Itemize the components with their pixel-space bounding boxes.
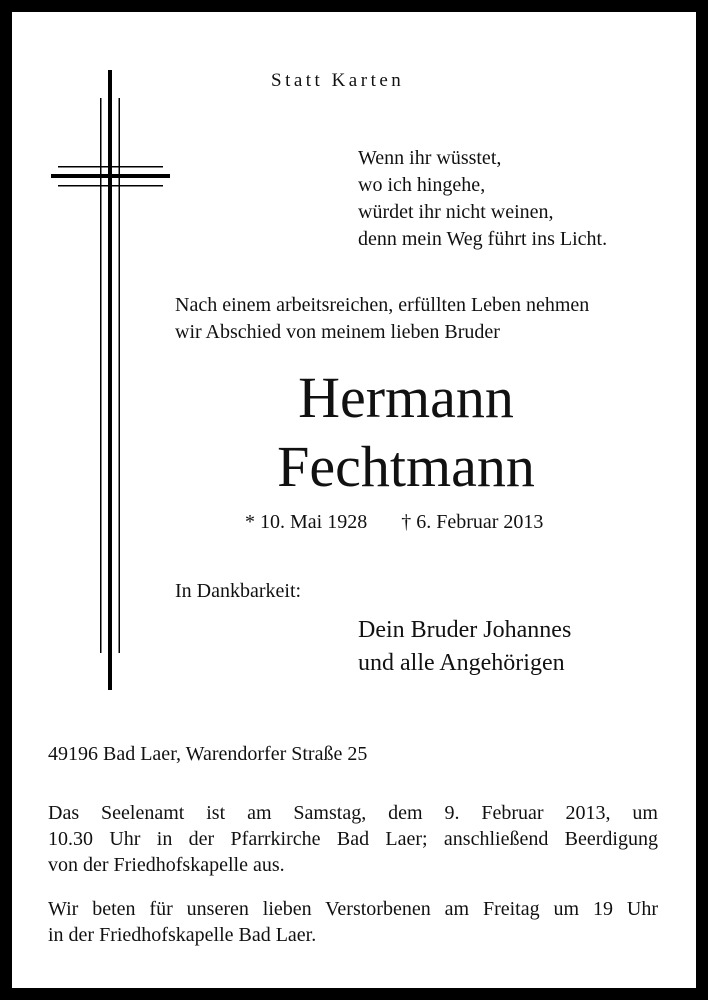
notice-line: Wir beten für unseren lieben Verstorbenen am Freitag um 19 Uhr (48, 898, 658, 920)
birth-date: * 10. Mai 1928 (245, 511, 368, 533)
notice-line: 10.30 Uhr in der Pfarrkirche Bad Laer; anschließend Beerdigung (48, 828, 658, 850)
poem-line: Wenn ihr wüsstet, (358, 147, 502, 169)
prayer-notice (48, 896, 658, 948)
intro-text (175, 292, 589, 346)
family-signature (358, 614, 571, 680)
header-statt-karten: Statt Karten (271, 70, 405, 91)
deceased-last-name: Fechtmann (277, 434, 535, 499)
address: 49196 Bad Laer, Warendorfer Straße 25 (48, 743, 368, 765)
life-dates (245, 511, 543, 534)
notice-line: in der Friedhofskapelle Bad Laer. (48, 924, 317, 946)
poem (358, 145, 607, 253)
family-line: und alle Angehörigen (358, 650, 565, 676)
poem-line: wo ich hingehe, (358, 174, 486, 196)
poem-line: würdet ihr nicht weinen, (358, 201, 554, 223)
notice-line: Das Seelenamt ist am Samstag, dem 9. Februar 2013, um (48, 802, 658, 824)
intro-line: Nach einem arbeitsreichen, erfüllten Leben nehmen (175, 294, 590, 316)
notice-line: von der Friedhofskapelle aus. (48, 854, 285, 876)
service-notice (48, 800, 658, 878)
death-date: † 6. Februar 2013 (401, 511, 544, 533)
poem-line: denn mein Weg führt ins Licht. (358, 228, 608, 250)
intro-line: wir Abschied von meinem lieben Bruder (175, 321, 500, 343)
deceased-first-name: Hermann (298, 365, 514, 430)
family-line: Dein Bruder Johannes (358, 617, 572, 643)
obituary-notice (12, 12, 696, 988)
thanks-label: In Dankbarkeit: (175, 580, 302, 602)
